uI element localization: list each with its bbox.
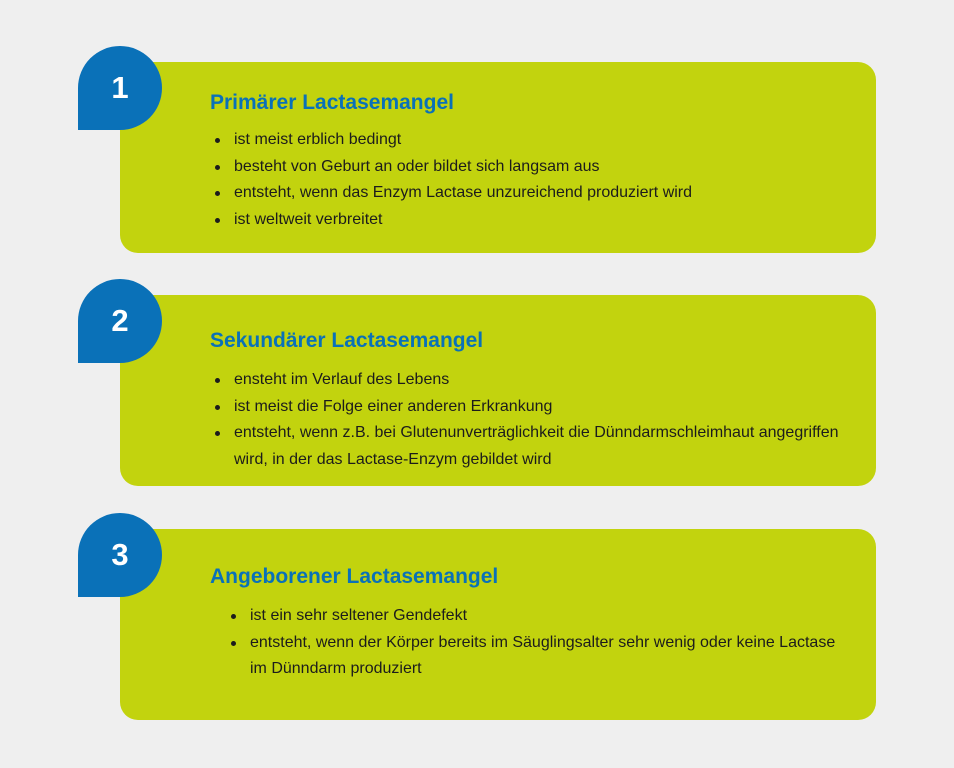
list-item [212,394,856,421]
card-title: Primärer Lactasemangel [210,91,454,114]
list-item-text: entsteht, wenn z.B. bei Glutenunverträglichkeit die Dünndarmschleimhaut angegriffen wird, in der das Lactase-Enzym gebildet wird [234,424,839,468]
number-badge-3: 3 [78,513,162,597]
number-badge-1: 1 [78,46,162,130]
bullet-dot-icon [215,191,220,196]
list-item [228,630,856,683]
bullet-list [212,127,856,233]
card-secondary-lactase-deficiency [120,295,876,486]
bullet-dot-icon [215,165,220,170]
list-item-text: entsteht, wenn der Körper bereits im Säuglingsalter sehr wenig oder keine Lactase im Dünndarm produziert [250,633,836,677]
bullet-dot-icon [231,641,236,646]
list-item-text: entsteht, wenn das Enzym Lactase unzureichend produziert wird [234,184,693,201]
bullet-dot-icon [215,405,220,410]
list-item [228,603,856,630]
list-item [212,154,856,181]
list-item-text: ist weltweit verbreitet [234,210,383,228]
number-badge-2: 2 [78,279,162,363]
card-title: Angeborener Lactasemangel [210,565,499,588]
list-item [212,207,856,234]
bullet-dot-icon [231,614,236,619]
list-item [212,180,856,207]
list-item-text: ist ein sehr seltener Gendefekt [250,607,468,624]
bullet-dot-icon [215,218,220,223]
list-item-text: ist meist erblich bedingt [234,131,402,148]
bullet-list [228,603,856,683]
list-item-text: ensteht im Verlauf des Lebens [234,371,450,388]
bullet-list [212,367,856,473]
card-title: Sekundärer Lactasemangel [210,329,484,352]
card-primary-lactase-deficiency [120,62,876,253]
bullet-dot-icon [215,378,220,383]
list-item-text: besteht von Geburt an oder bildet sich langsam aus [234,157,600,175]
list-item [212,367,856,394]
bullet-dot-icon [215,138,220,143]
bullet-dot-icon [215,431,220,436]
list-item-text: ist meist die Folge einer anderen Erkrankung [234,397,553,415]
list-item [212,127,856,154]
list-item [212,420,856,473]
card-congenital-lactase-deficiency [120,529,876,720]
